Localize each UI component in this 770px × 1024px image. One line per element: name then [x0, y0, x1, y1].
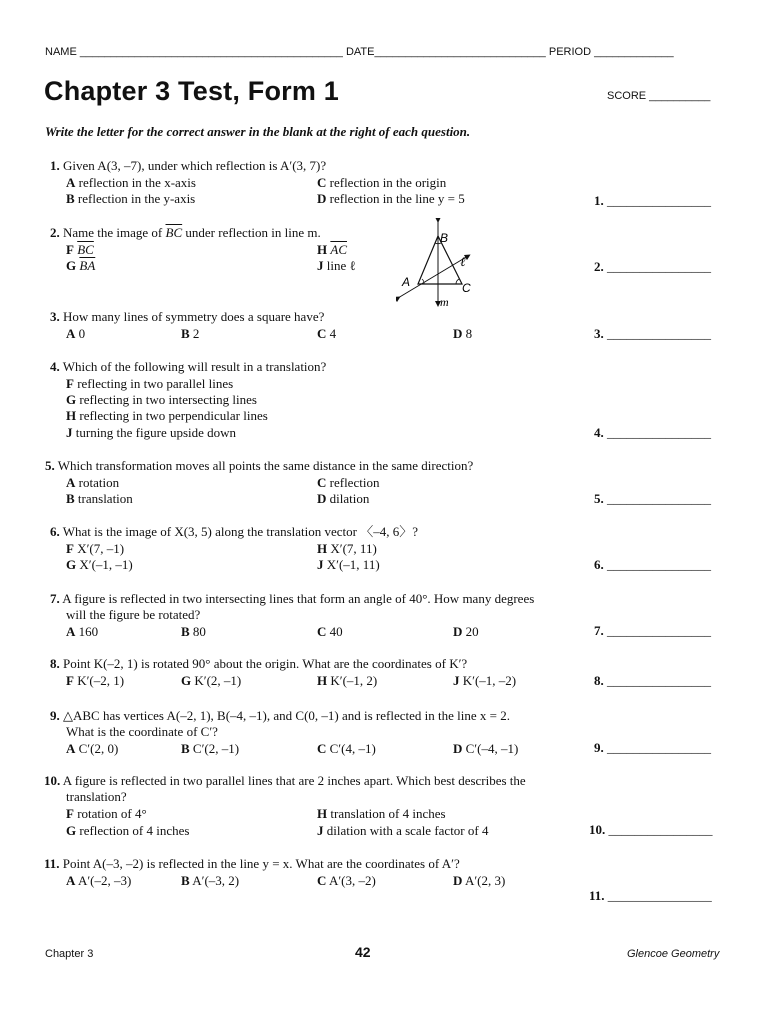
option-text: C′(2, –1)	[192, 741, 240, 756]
question-10	[44, 773, 590, 839]
option-letter: J	[317, 258, 324, 273]
option-text: reflection in the origin	[329, 175, 447, 190]
question-number: 7.	[50, 591, 60, 606]
option	[453, 673, 516, 690]
option-text: C′(4, –1)	[329, 741, 376, 756]
option	[181, 873, 239, 890]
option-letter: J	[317, 557, 324, 572]
answer-number: 10.	[589, 822, 606, 837]
period-field-label: PERIOD _____________	[548, 46, 674, 58]
option	[317, 541, 377, 558]
answer-number: 7.	[594, 623, 604, 638]
answer-number: 3.	[594, 326, 604, 341]
label-a: A	[402, 275, 411, 289]
option-letter: D	[453, 624, 463, 639]
option-text: K′(–2, 1)	[77, 673, 125, 688]
option-text: K′(–1, –2)	[462, 673, 517, 688]
page-number: 42	[355, 944, 371, 960]
question-text	[44, 856, 590, 873]
question-stem: Given A(3, –7), under which reflection is A′(3, 7)?	[63, 158, 327, 173]
answer-blank-5[interactable]	[594, 491, 711, 507]
answer-number: 6.	[594, 557, 604, 572]
question-4	[50, 359, 590, 443]
option-letter: C	[317, 175, 327, 190]
option-letter: A	[66, 175, 76, 190]
option-text: X′(–1, –1)	[79, 557, 133, 572]
option	[181, 673, 241, 690]
option-letter: A	[66, 741, 76, 756]
answer-line: ________________	[607, 623, 711, 638]
question-text	[50, 524, 590, 541]
question-8	[50, 656, 590, 690]
option-letter: B	[66, 191, 75, 206]
question-number: 3.	[50, 309, 60, 324]
option	[66, 392, 257, 409]
option-text: reflection in the line y = 5	[329, 191, 465, 206]
option	[317, 557, 380, 574]
option-text: 4	[329, 326, 337, 341]
option-text: A′(3, –2)	[328, 873, 376, 888]
reflection-figure	[396, 218, 486, 310]
option	[317, 326, 336, 343]
option	[453, 326, 472, 343]
option-text: X′(–1, 11)	[326, 557, 380, 572]
option-text: dilation	[329, 491, 370, 506]
option-letter: G	[66, 557, 77, 572]
answer-line: ________________	[607, 740, 711, 755]
answer-blank-11[interactable]	[589, 888, 712, 904]
answer-blank-8[interactable]	[594, 673, 711, 689]
answer-number: 2.	[594, 259, 604, 274]
answer-number: 4.	[594, 425, 604, 440]
question-number: 8.	[50, 656, 60, 671]
question-stem: Which transformation moves all points the same distance in the same direction?	[57, 458, 474, 473]
question-text	[50, 158, 590, 175]
option-text: turning the figure upside down	[75, 425, 237, 440]
question-stem: What is the image of X(3, 5) along the translation vector 〈–4, 6〉?	[62, 524, 418, 539]
label-c: C	[462, 281, 471, 295]
answer-blank-4[interactable]	[594, 425, 711, 441]
option-text: reflection of 4 inches	[79, 823, 190, 838]
option-text: K′(–1, 2)	[330, 673, 378, 688]
option	[181, 624, 206, 641]
question-number: 6.	[50, 524, 60, 539]
option-letter: J	[317, 823, 324, 838]
option-text: rotation	[78, 475, 120, 490]
option-letter: C	[317, 326, 327, 341]
question-text-continued: translation?	[66, 789, 127, 804]
question-stem: A figure is reflected in two intersecting lines that form an angle of 40°. How many degrees	[62, 591, 535, 606]
question-number: 9.	[50, 708, 60, 723]
option	[66, 806, 147, 823]
option	[317, 491, 369, 508]
option-letter: F	[66, 242, 74, 257]
question-text	[50, 225, 590, 242]
option-text: reflection in the y-axis	[77, 191, 196, 206]
question-number: 10.	[44, 773, 61, 788]
option-text: 80	[192, 624, 206, 639]
option-text: line ℓ	[326, 258, 356, 273]
option	[317, 741, 376, 758]
option	[66, 475, 119, 492]
option-letter: A	[66, 624, 76, 639]
question-stem: How many lines of symmetry does a square have?	[63, 309, 325, 324]
option-letter: H	[317, 673, 328, 688]
option	[66, 823, 189, 840]
option-text: X′(7, 11)	[330, 541, 377, 556]
option-text: C′(2, 0)	[78, 741, 119, 756]
question-text	[50, 309, 590, 326]
question-number: 4.	[50, 359, 60, 374]
option-letter: J	[453, 673, 460, 688]
option-text: $\overline{BA}$	[79, 258, 96, 273]
question-stem: Point A(–3, –2) is reflected in the line y = x. What are the coordinates of A′?	[62, 856, 460, 871]
option-text: A′(–2, –3)	[77, 873, 132, 888]
option-text: reflecting in two intersecting lines	[79, 392, 257, 407]
question-1	[50, 158, 590, 208]
question-11	[44, 856, 590, 890]
option-letter: D	[317, 491, 327, 506]
answer-blank-10[interactable]	[589, 822, 713, 838]
option	[66, 376, 233, 393]
option-letter: C	[317, 873, 327, 888]
question-7	[50, 591, 590, 641]
question-stem: △ABC has vertices A(–2, 1), B(–4, –1), and C(0, –1) and is reflected in the line x = 2.	[63, 708, 510, 723]
option	[66, 258, 95, 275]
question-9	[50, 708, 590, 758]
label-b: B	[440, 231, 449, 245]
option-text: 40	[329, 624, 343, 639]
option-text: A′(–3, 2)	[192, 873, 240, 888]
option	[317, 673, 377, 690]
question-text	[50, 359, 590, 376]
option-text: reflection in the x-axis	[78, 175, 196, 190]
instructions: Write the letter for the correct answer in the blank at the right of each question.	[45, 124, 471, 139]
answer-line: ________________	[607, 193, 711, 208]
label-l: ℓ	[460, 254, 466, 269]
footer-publisher: Glencoe Geometry	[627, 948, 720, 960]
option	[317, 823, 488, 840]
option	[66, 191, 195, 208]
answer-line: ________________	[607, 491, 711, 506]
option	[181, 741, 239, 758]
option-letter: D	[453, 326, 463, 341]
date-field-label: DATE____________________________	[345, 46, 546, 58]
answer-line: ________________	[607, 259, 711, 274]
answer-blank-2[interactable]	[594, 259, 711, 275]
question-stem: A figure is reflected in two parallel lines that are 2 inches apart. Which best describes the	[62, 773, 526, 788]
answer-blank-7[interactable]	[594, 623, 711, 639]
option-text: translation	[77, 491, 133, 506]
option-letter: F	[66, 806, 74, 821]
label-m: m	[440, 295, 449, 309]
option-letter: B	[181, 873, 190, 888]
question-stem-end: under reflection in line m.	[182, 225, 321, 240]
option-letter: G	[66, 823, 77, 838]
question-text	[45, 458, 590, 475]
question-text-continued: What is the coordinate of C′?	[66, 724, 218, 739]
option	[66, 541, 124, 558]
option-text: 2	[192, 326, 200, 341]
option-letter: G	[181, 673, 192, 688]
option-text: X′(7, –1)	[77, 541, 125, 556]
option-letter: F	[66, 541, 74, 556]
name-field-label: NAME ___________________________________________	[45, 46, 343, 58]
answer-number: 9.	[594, 740, 604, 755]
question-text	[44, 773, 590, 790]
option-text: dilation with a scale factor of 4	[326, 823, 489, 838]
option	[317, 806, 446, 823]
question-text-continued: will the figure be rotated?	[66, 607, 201, 622]
option-text: reflecting in two parallel lines	[77, 376, 234, 391]
page-title: Chapter 3 Test, Form 1	[44, 76, 339, 106]
option	[66, 408, 268, 425]
option-letter: H	[317, 541, 328, 556]
header-line	[45, 46, 725, 58]
option	[66, 175, 196, 192]
question-6	[50, 524, 590, 574]
option	[66, 326, 85, 343]
option-letter: A	[66, 326, 76, 341]
question-text	[50, 656, 590, 673]
option	[453, 624, 479, 641]
question-number: 2.	[50, 225, 60, 240]
option	[66, 242, 94, 259]
option-letter: D	[453, 873, 463, 888]
answer-line: ________________	[607, 888, 712, 903]
option-letter: B	[181, 624, 190, 639]
option-text: 8	[465, 326, 473, 341]
option-letter: B	[66, 491, 75, 506]
option-letter: F	[66, 376, 74, 391]
option	[66, 491, 133, 508]
question-number: 11.	[44, 856, 60, 871]
option	[317, 258, 356, 275]
option	[317, 873, 376, 890]
option	[453, 873, 505, 890]
answer-number: 11.	[589, 888, 605, 903]
option	[317, 242, 347, 259]
option-letter: D	[453, 741, 463, 756]
option-text: K′(2, –1)	[194, 673, 242, 688]
option	[453, 741, 518, 758]
option-letter: H	[66, 408, 77, 423]
option-text: reflection	[329, 475, 380, 490]
answer-blank-6[interactable]	[594, 557, 711, 573]
option-text: 0	[78, 326, 86, 341]
answer-blank-3[interactable]	[594, 326, 711, 342]
option	[66, 624, 98, 641]
answer-number: 8.	[594, 673, 604, 688]
option	[66, 425, 236, 442]
option-letter: J	[66, 425, 73, 440]
answer-line: ________________	[607, 425, 711, 440]
answer-line: ________________	[608, 822, 713, 837]
option	[66, 557, 133, 574]
answer-line: ________________	[607, 326, 711, 341]
answer-blank-1[interactable]	[594, 193, 711, 209]
question-number: 1.	[50, 158, 60, 173]
option-letter: H	[317, 242, 328, 257]
question-stem: Point K(–2, 1) is rotated 90° about the origin. What are the coordinates of K′?	[63, 656, 468, 671]
option-letter: F	[66, 673, 74, 688]
answer-line: ________________	[607, 557, 711, 572]
question-text	[50, 591, 590, 608]
footer-chapter: Chapter 3	[45, 948, 94, 960]
option-text: reflecting in two perpendicular lines	[79, 408, 268, 423]
segment-bc: $\overline{BC}$	[165, 225, 183, 240]
answer-line: ________________	[607, 673, 711, 688]
option-letter: B	[181, 326, 190, 341]
question-stem: Name the image of	[63, 225, 166, 240]
option-letter: B	[181, 741, 190, 756]
option-text: 20	[465, 624, 479, 639]
option-letter: C	[317, 624, 327, 639]
option-letter: H	[317, 806, 328, 821]
option-letter: D	[317, 191, 327, 206]
question-3	[50, 309, 590, 343]
option-letter: A	[66, 873, 76, 888]
option	[181, 326, 199, 343]
option-text: rotation of 4°	[77, 806, 147, 821]
option	[317, 475, 379, 492]
option	[66, 741, 118, 758]
option-text: $\overline{BC}$	[77, 242, 94, 257]
question-text	[50, 708, 590, 725]
option	[66, 673, 124, 690]
option-letter: G	[66, 392, 77, 407]
option	[66, 873, 131, 890]
option-text: 160	[78, 624, 99, 639]
option-text: C′(–4, –1)	[465, 741, 519, 756]
option-text: A′(2, 3)	[464, 873, 506, 888]
answer-blank-9[interactable]	[594, 740, 711, 756]
option-letter: C	[317, 741, 327, 756]
option-letter: A	[66, 475, 76, 490]
option-text: $\overline{AC}$	[330, 242, 347, 257]
question-number: 5.	[45, 458, 55, 473]
option	[317, 191, 465, 208]
option-text: translation of 4 inches	[330, 806, 446, 821]
score-field-label: SCORE __________	[607, 90, 711, 102]
option	[317, 624, 343, 641]
answer-number: 5.	[594, 491, 604, 506]
question-2	[50, 225, 590, 275]
option	[317, 175, 446, 192]
option-letter: G	[66, 258, 77, 273]
answer-number: 1.	[594, 193, 604, 208]
option-letter: C	[317, 475, 327, 490]
question-5	[45, 458, 590, 508]
question-stem: Which of the following will result in a translation?	[62, 359, 327, 374]
